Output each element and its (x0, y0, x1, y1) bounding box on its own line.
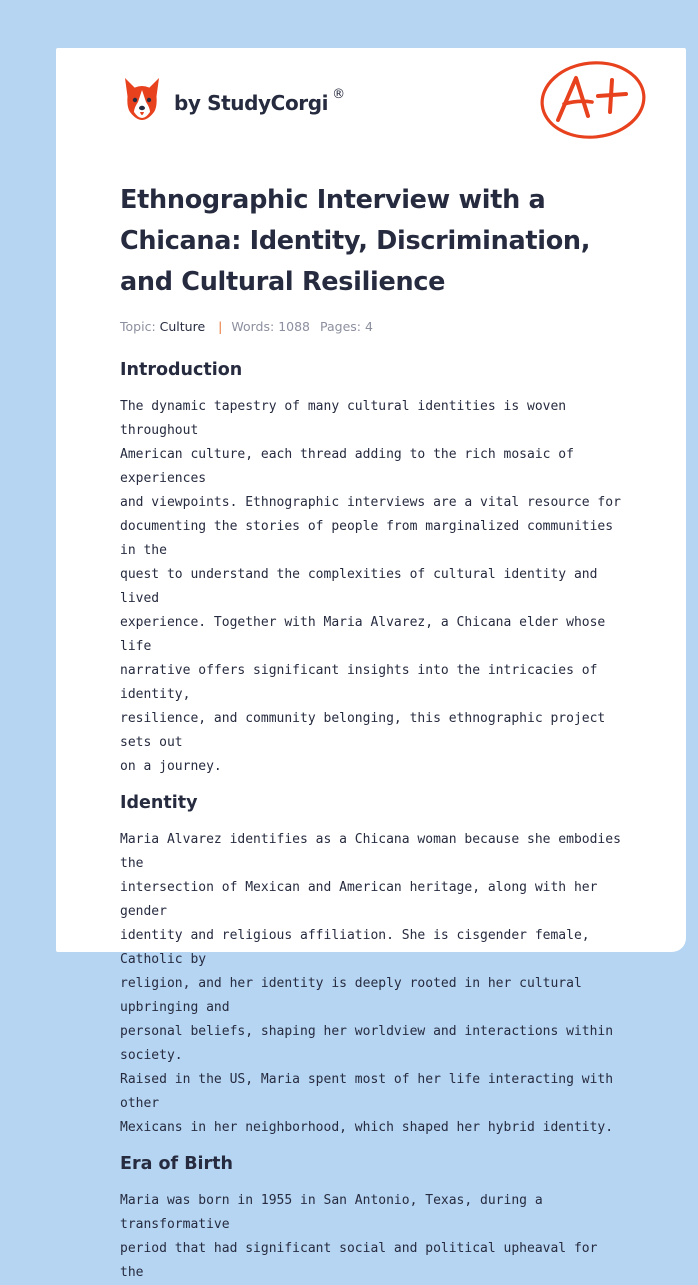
a-plus-icon (538, 58, 648, 142)
grade-badge (538, 58, 648, 146)
brand-name: by StudyCorgi ® (174, 87, 345, 115)
corgi-icon (122, 76, 162, 122)
section-heading: Identity (120, 793, 198, 813)
words-label: Words: (231, 319, 275, 334)
section-heading: Introduction (120, 360, 243, 380)
document-content (120, 180, 626, 1285)
studycorgi-logo[interactable] (122, 76, 345, 122)
topic-label: Topic: (120, 319, 156, 334)
section-body: Maria Alvarez identifies as a Chicana woman because she embodies the intersection of Mexican and American heritage, along with her gender identity and religious affiliation. She is cisgender female, Catholic by religion, and her identity is deeply rooted in her cultural upbringing and personal beliefs, shaping her worldview and interactions within society. Raised in the US, Maria spent most of her life interacting with other Mexicans in her neighborhood, which shaped her hybrid identity. (120, 832, 621, 1135)
section-heading: Era of Birth (120, 1154, 234, 1174)
pages-value: 4 (364, 319, 373, 334)
document-page (56, 48, 686, 1280)
section-body: Maria was born in 1955 in San Antonio, Texas, during a transformative period that had significant social and political upheaval for the (120, 1193, 598, 1280)
document-title: Ethnographic Interview with a Chicana: Identity, Discrimination, and Cultural Resilience (120, 185, 591, 297)
topic-value[interactable]: Culture (159, 319, 206, 334)
section-body: The dynamic tapestry of many cultural identities is woven throughout American culture, each thread adding to the rich mosaic of experiences and viewpoints. Ethnographic interviews are a vital resource for documenting the stories of people from marginalized communities in the quest to understand the complexities of cultural identity and lived experience. Together with Maria Alvarez, a Chicana elder whose life narrative offers significant insights into the intricacies of identity, resilience, and community belonging, this ethnographic project sets out on a journey. (120, 399, 621, 774)
words-value: 1088 (278, 319, 311, 334)
registered-mark: ® (332, 87, 345, 103)
meta-separator: | (218, 319, 223, 334)
pages-label: Pages: (320, 319, 361, 334)
document-meta (120, 319, 626, 334)
